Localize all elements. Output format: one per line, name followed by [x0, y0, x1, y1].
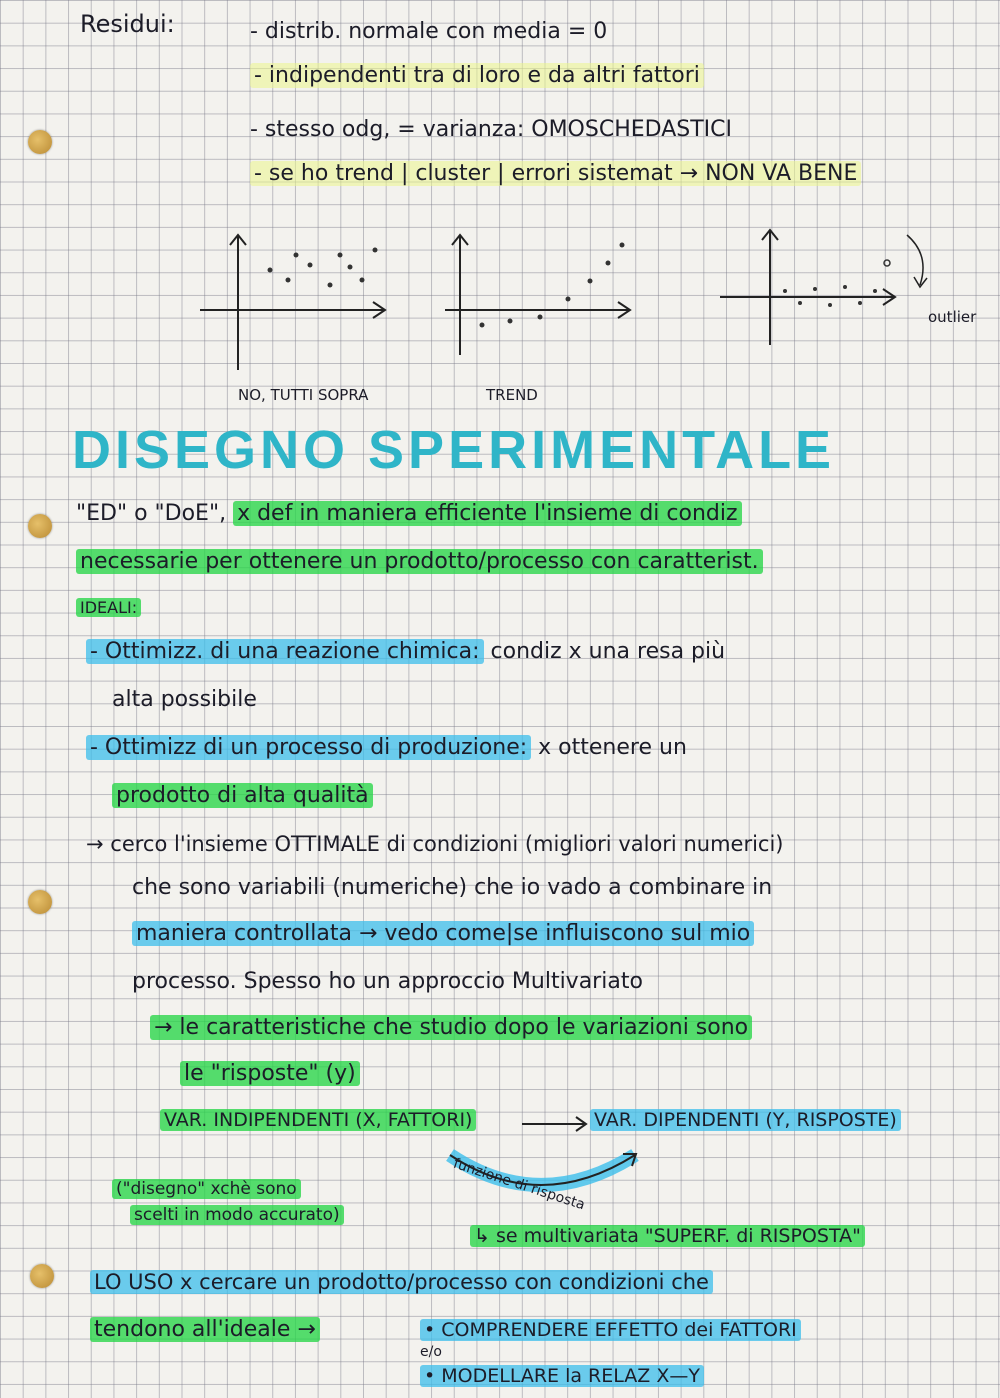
- residui-item-4: - se ho trend | cluster | errori sistemat → NON VA BENE: [250, 160, 861, 188]
- arrow-line-5: → le caratteristiche che studio dopo le variazioni sono: [150, 1014, 752, 1042]
- arrow-line-4: processo. Spesso ho un approccio Multivariato: [132, 969, 643, 994]
- binder-hole-2: [28, 514, 52, 538]
- plot3-caption: outlier: [928, 308, 977, 326]
- intro-line-3: IDEALI:: [76, 594, 141, 622]
- arrow-right-icon: [520, 1114, 590, 1134]
- final-item-1: • COMPRENDERE EFFETTO dei FATTORI: [420, 1316, 801, 1344]
- independent-vars: VAR. INDIPENDENTI (X, FATTORI): [160, 1106, 476, 1134]
- section-title: DISEGNO SPERIMENTALE: [72, 420, 836, 480]
- residui-item-1: - distrib. normale con media = 0: [250, 19, 608, 44]
- dependent-vars: VAR. DIPENDENTI (Y, RISPOSTE): [590, 1106, 901, 1134]
- arrow-line-1: → cerco l'insieme OTTIMALE di condizioni (migliori valori numerici): [86, 832, 784, 856]
- disegno-note-1: ("disegno" xchè sono: [112, 1178, 301, 1200]
- final-item-2: • MODELLARE la RELAZ X—Y: [420, 1362, 704, 1390]
- multivariata-note: ↳ se multivariata "SUPERF. di RISPOSTA": [470, 1222, 865, 1250]
- final-line-1: LO USO x cercare un prodotto/processo con condizioni che: [90, 1268, 713, 1296]
- intro-line-1: [76, 500, 742, 528]
- arrow-line-3: maniera controllata → vedo come|se influiscono sul mio: [132, 920, 754, 948]
- residual-plot-2: [440, 225, 640, 385]
- bullet-2-cont: prodotto di alta qualità: [112, 782, 373, 810]
- plot2-caption: TREND: [486, 386, 538, 404]
- binder-hole-3: [28, 890, 52, 914]
- bullet-1: - Ottimizz. di una reazione chimica: condiz x una resa più: [86, 638, 725, 666]
- intro-line1-text: x def in maniera efficiente l'insieme di condiz: [233, 501, 741, 526]
- binder-hole-1: [28, 130, 52, 154]
- arrow-line-2: che sono variabili (numeriche) che io vado a combinare in: [132, 875, 773, 900]
- residui-item-3: - stesso odg, = varianza: OMOSCHEDASTICI: [250, 117, 732, 142]
- residui-item-2: - indipendenti tra di loro e da altri fattori: [250, 62, 704, 90]
- residual-plot-1: [190, 225, 400, 385]
- function-label: funzione di risposta: [451, 1155, 587, 1214]
- final-line-2: tendono all'ideale →: [90, 1316, 320, 1344]
- intro-line-2: necessarie per ottenere un prodotto/processo con caratterist.: [76, 548, 763, 576]
- disegno-note-2: scelti in modo accurato): [130, 1204, 344, 1226]
- intro-prefix: "ED" o "DoE",: [76, 501, 227, 526]
- bullet-1-cont: alta possibile: [112, 687, 257, 712]
- arrow-line-6: le "risposte" (y): [180, 1060, 360, 1088]
- final-conj: e/o: [420, 1344, 442, 1360]
- bullet-2: - Ottimizz di un processo di produzione: x ottenere un: [86, 734, 687, 762]
- plot1-caption: NO, TUTTI SOPRA: [238, 386, 369, 404]
- residual-plot-3: [715, 225, 945, 355]
- residui-label: Residui:: [80, 10, 175, 38]
- binder-hole-4: [30, 1264, 54, 1288]
